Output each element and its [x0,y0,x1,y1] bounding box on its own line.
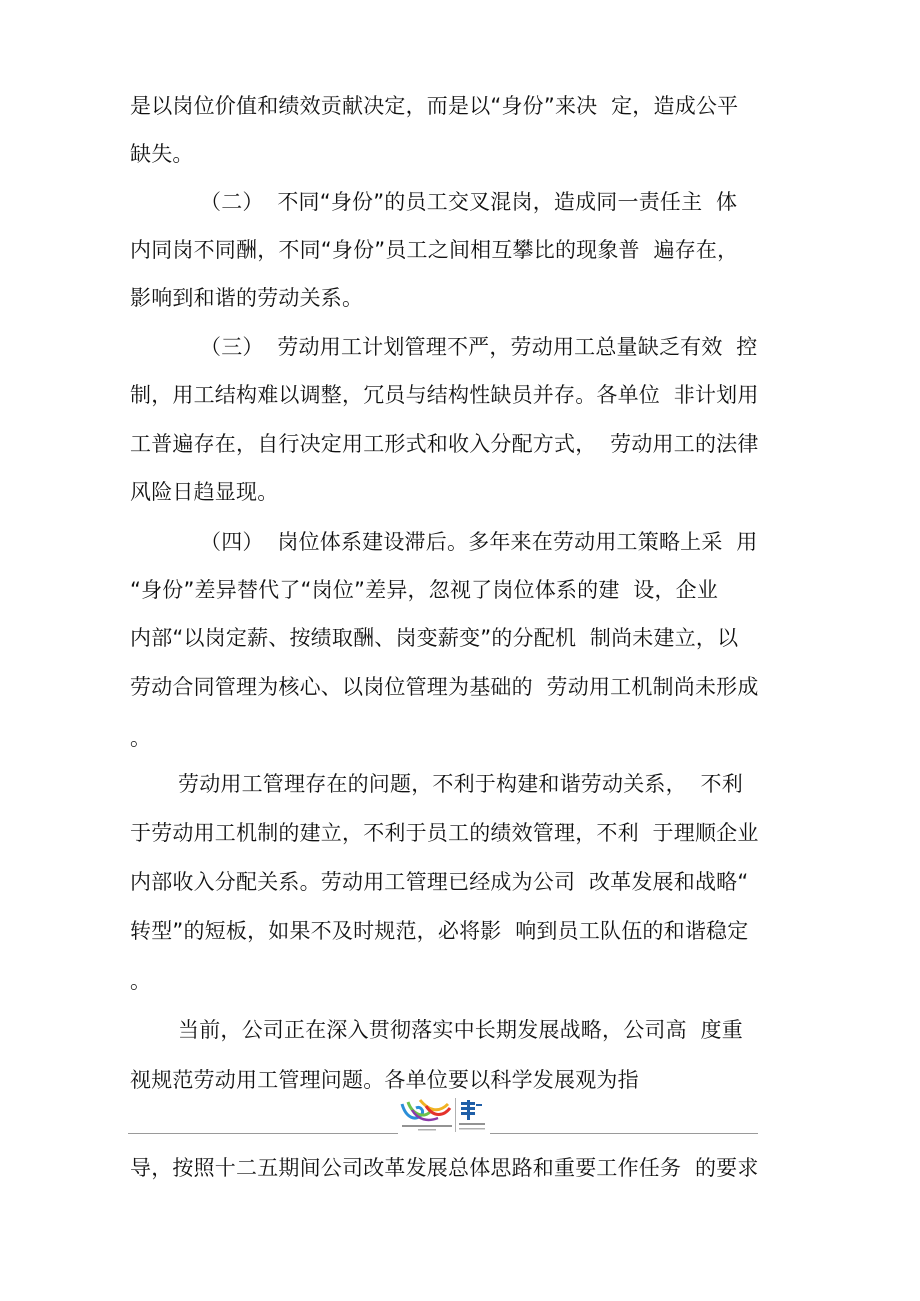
footer-rule-right [490,1133,758,1134]
text-line: 。 [130,969,152,993]
text-line: 制，用工结构难以调整，冗员与结构性缺员并存。各单位 非计划用 [130,383,759,407]
universiade-logo-icon [398,1096,490,1136]
logo-divider [455,1098,456,1132]
text-line: 于劳动用工机制的建立，不利于员工的绩效管理，不利 于理顺企业 [130,821,759,845]
text-line: 内部“以岗定薪、按绩取酬、岗变薪变”的分配机 制尚未建立，以 [130,626,739,650]
text-line: 导，按照十二五期间公司改革发展总体思路和重要工作任务 的要求 [130,1156,759,1180]
text-line: “身份”差异替代了“岗位”差异，忽视了岗位体系的建 设，企业 [130,578,719,602]
text-line: 劳动用工管理存在的问题，不利于构建和谐劳动关系， 不利 [178,772,743,796]
text-line: 视规范劳动用工管理问题。各单位要以科学发展观为指 [130,1068,639,1092]
text-line: 当前，公司正在深入贯彻落实中长期发展战略，公司高 度重 [178,1018,743,1042]
text-line: （三） 劳动用工计划管理不严，劳动用工总量缺乏有效 控 [200,335,758,359]
universiade-logo [398,1096,490,1136]
text-line: 内部收入分配关系。劳动用工管理已经成为公司 改革发展和战略“ [130,870,749,894]
text-line: 内同岗不同酬，不同“身份”员工之间相互攀比的现象普 遍存在， [130,238,739,262]
text-line: 是以岗位价值和绩效贡献决定，而是以“身份”来决 定，造成公平 [130,94,739,118]
text-line: 影响到和谐的劳动关系。 [130,286,364,310]
text-line: 转型”的短板，如果不及时规范，必将影 响到员工队伍的和谐稳定 [130,919,749,943]
text-line: 劳动合同管理为核心、以岗位管理为基础的 劳动用工机制尚未形成 [130,675,759,699]
footer-rule-left [128,1133,398,1134]
text-line: （二） 不同“身份”的员工交叉混岗，造成同一责任主 体 [200,190,738,214]
text-line: 缺失。 [130,142,194,166]
text-line: 。 [130,726,152,750]
text-line: 风险日趋显现。 [130,480,279,504]
text-line: 工普遍存在，自行决定用工形式和收入分配方式， 劳动用工的法律 [130,432,759,456]
text-line: （四） 岗位体系建设滞后。多年来在劳动用工策略上采 用 [200,530,758,554]
